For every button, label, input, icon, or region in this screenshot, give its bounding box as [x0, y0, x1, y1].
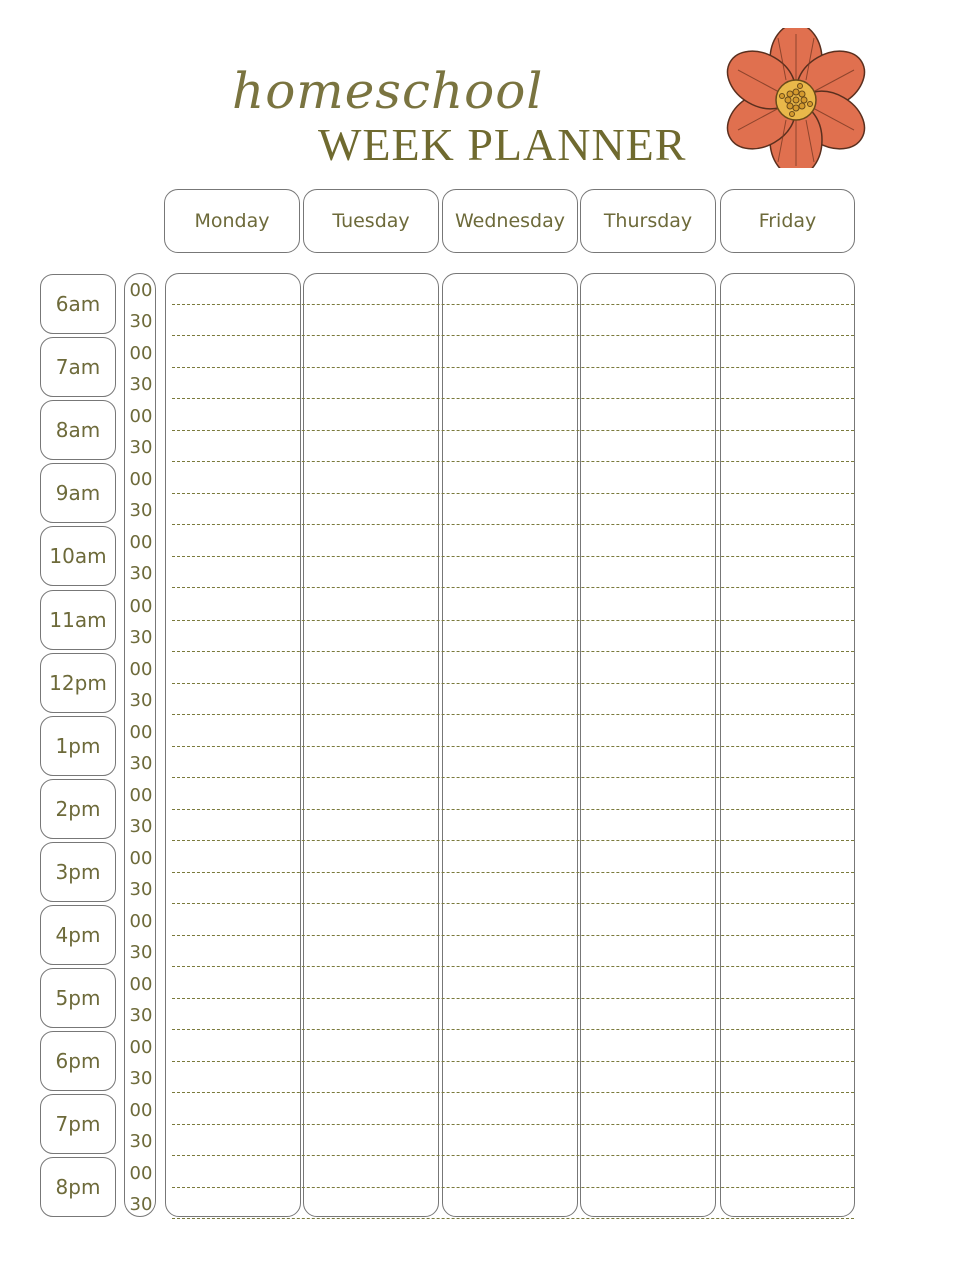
hour-label: 7am: [40, 337, 116, 397]
slot-divider: [172, 1029, 854, 1030]
minute-label-30: 30: [129, 689, 153, 711]
minute-label-00: 00: [129, 532, 153, 554]
slot-divider: [172, 935, 854, 936]
flower-icon: [726, 28, 866, 168]
page-title: WEEK PLANNER: [318, 119, 687, 170]
day-header-wednesday: Wednesday: [442, 189, 578, 253]
hour-label: 12pm: [40, 653, 116, 713]
minute-label-30: 30: [129, 942, 153, 963]
minute-label-00: 00: [129, 658, 153, 680]
minute-label-30: 30: [129, 1068, 153, 1090]
hour-label: 10am: [40, 526, 116, 586]
title-script: homeschool: [232, 62, 544, 120]
minute-label-00: 00: [129, 847, 153, 869]
slot-divider: [172, 304, 854, 305]
hour-label: 1pm: [40, 716, 116, 776]
slot-divider: [172, 651, 854, 652]
slot-divider: [172, 398, 854, 399]
minute-label-00: 00: [129, 784, 153, 806]
slot-divider: [172, 1061, 854, 1062]
hour-label: 3pm: [40, 842, 116, 902]
day-header-friday: Friday: [720, 189, 855, 253]
slot-divider: [172, 461, 854, 462]
minute-label-00: 00: [129, 469, 153, 491]
slot-divider: [172, 714, 854, 715]
minute-label-00: 00: [129, 280, 153, 301]
slot-divider: [172, 903, 854, 904]
slot-divider: [172, 335, 854, 336]
minute-label-00: 00: [129, 406, 153, 428]
day-header-thursday: Thursday: [580, 189, 716, 253]
minute-label-00: 00: [129, 974, 153, 996]
slot-divider: [172, 1124, 854, 1125]
slot-divider: [172, 746, 854, 747]
hour-label: 2pm: [40, 779, 116, 839]
minute-label-30: 30: [129, 563, 153, 585]
minute-label-30: 30: [129, 1005, 153, 1027]
minute-label-00: 00: [129, 721, 153, 743]
minute-label-30: 30: [129, 1131, 153, 1153]
minute-label-00: 00: [129, 595, 153, 617]
minute-label-00: 00: [129, 1100, 153, 1122]
minute-label-30: 30: [129, 437, 153, 459]
slot-divider: [172, 1092, 854, 1093]
day-header-monday: Monday: [164, 189, 300, 253]
hour-label: 5pm: [40, 968, 116, 1028]
minute-label-30: 30: [129, 311, 153, 332]
slot-divider: [172, 367, 854, 368]
hour-label: 4pm: [40, 905, 116, 965]
hour-label: 11am: [40, 590, 116, 650]
hour-label: 7pm: [40, 1094, 116, 1154]
minute-label-00: 00: [129, 1163, 153, 1185]
minute-label-30: 30: [129, 878, 153, 900]
day-header-tuesday: Tuesday: [303, 189, 439, 253]
hour-label: 8pm: [40, 1157, 116, 1217]
minute-label-30: 30: [129, 1194, 153, 1216]
minute-label-30: 30: [129, 500, 153, 522]
hour-label: 9am: [40, 463, 116, 523]
slot-divider: [172, 998, 854, 999]
slot-divider: [172, 430, 854, 431]
slot-divider: [172, 966, 854, 967]
minute-label-00: 00: [129, 343, 153, 365]
minute-label-30: 30: [129, 752, 153, 774]
minute-label-30: 30: [129, 626, 153, 648]
slot-divider: [172, 493, 854, 494]
minute-label-00: 00: [129, 1037, 153, 1059]
minute-label-30: 30: [129, 815, 153, 837]
slot-divider: [172, 587, 854, 588]
minute-label-30: 30: [129, 374, 153, 396]
slot-divider: [172, 840, 854, 841]
slot-divider: [172, 1187, 854, 1188]
slot-divider: [172, 777, 854, 778]
slot-divider: [172, 872, 854, 873]
slot-divider: [172, 683, 854, 684]
slot-divider: [172, 1218, 854, 1219]
hour-label: 8am: [40, 400, 116, 460]
slot-divider: [172, 1155, 854, 1156]
slot-divider: [172, 809, 854, 810]
slot-divider: [172, 524, 854, 525]
hour-label: 6pm: [40, 1031, 116, 1091]
slot-divider: [172, 620, 854, 621]
minute-label-00: 00: [129, 911, 153, 932]
hour-label: 6am: [40, 274, 116, 334]
slot-divider: [172, 556, 854, 557]
